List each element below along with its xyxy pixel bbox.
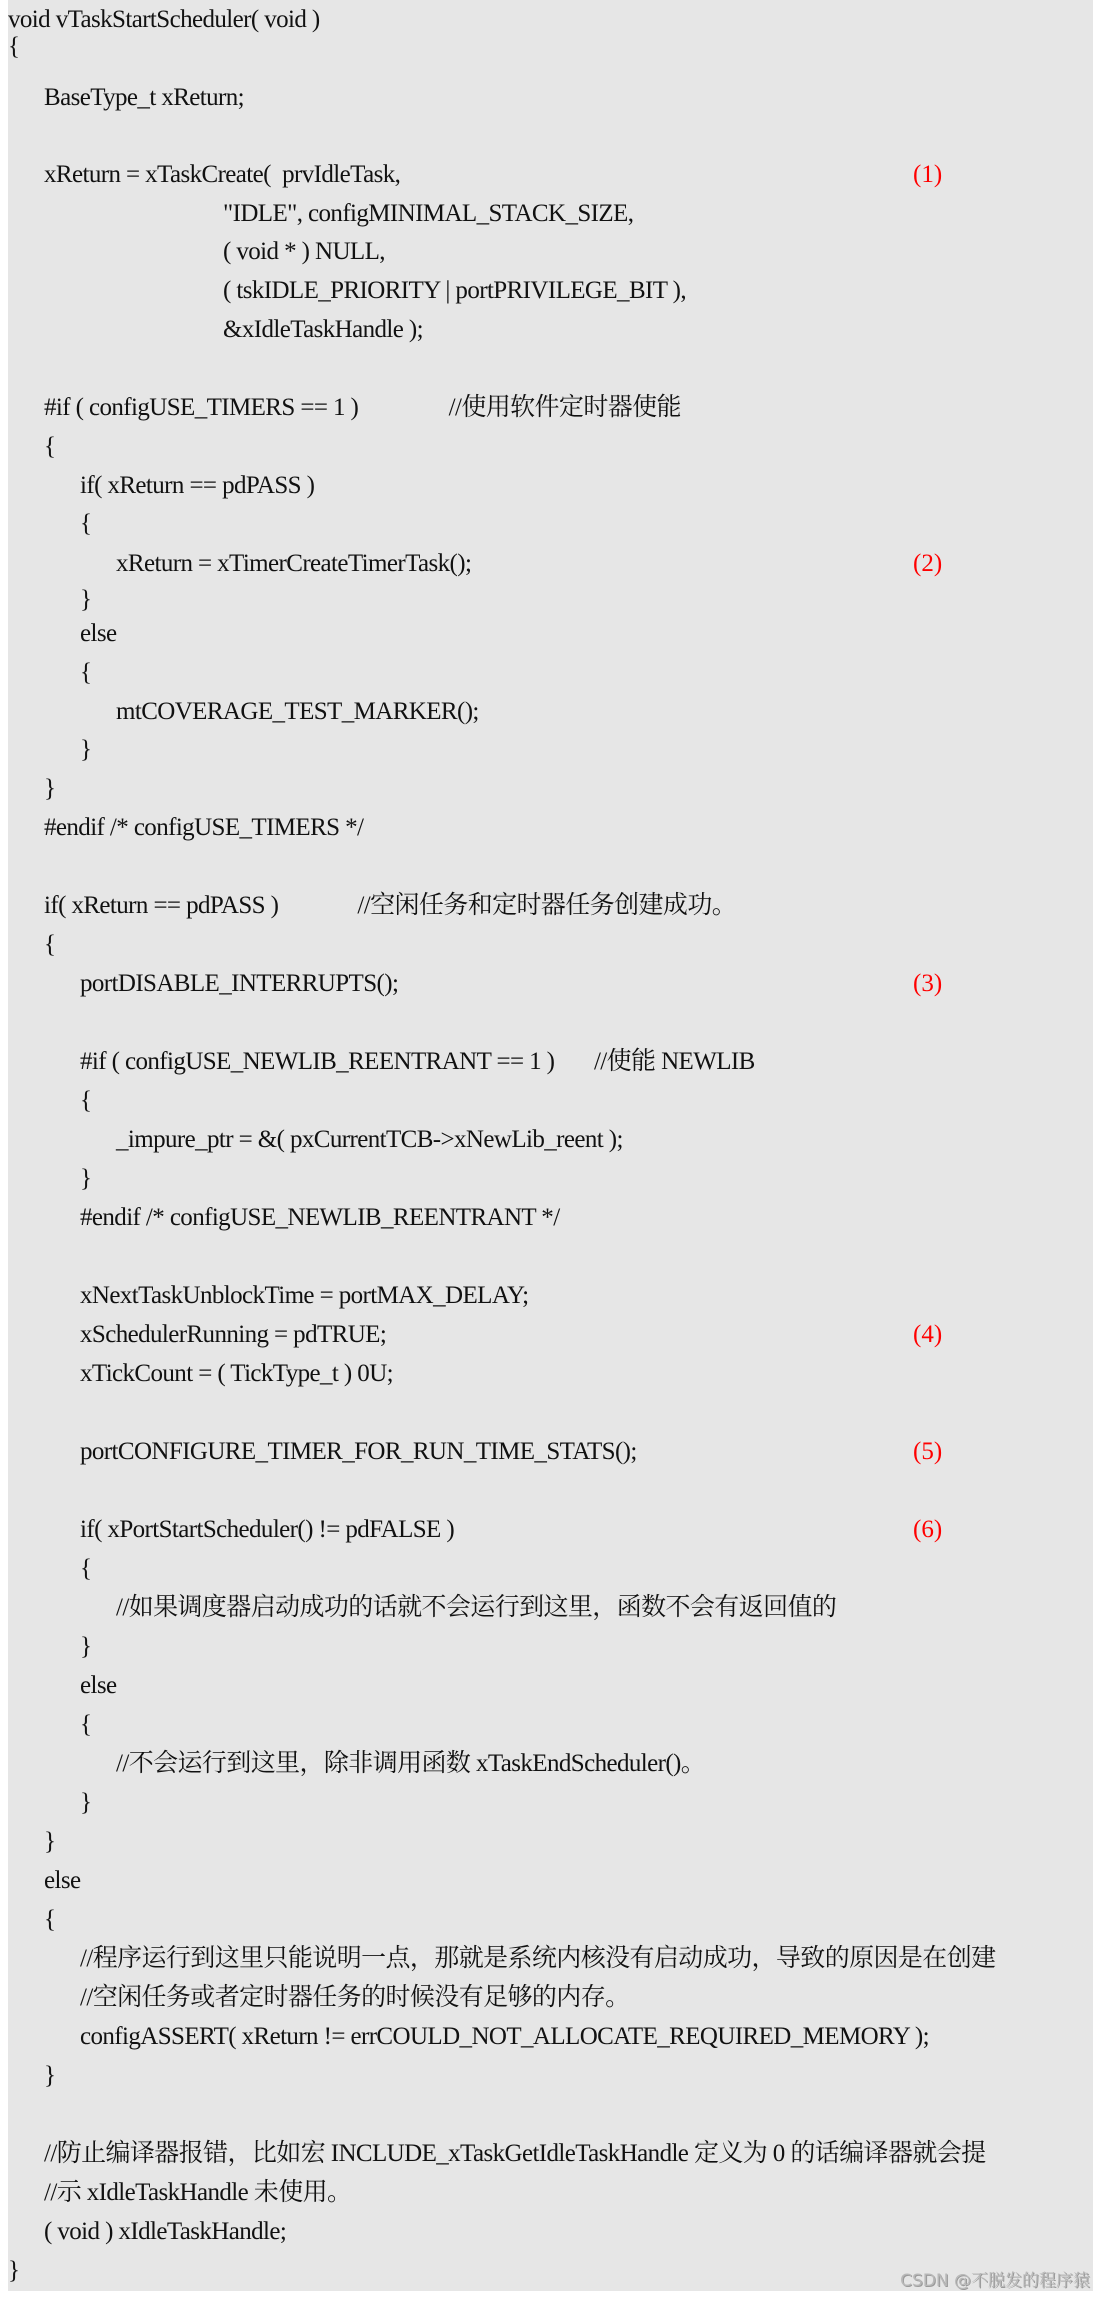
annotation-marker: (6) bbox=[913, 1516, 943, 1543]
code-line: mtCOVERAGE_TEST_MARKER(); bbox=[116, 698, 479, 725]
code-line: xTickCount = ( TickType_t ) 0U; bbox=[80, 1360, 394, 1387]
annotation-marker: (5) bbox=[913, 1438, 943, 1465]
annotation-marker: (3) bbox=[913, 970, 943, 997]
code-line: //不会运行到这里，除非调用函数 xTaskEndScheduler()。 bbox=[116, 1750, 706, 1777]
code-line: if( xPortStartScheduler() != pdFALSE ) bbox=[80, 1516, 455, 1543]
code-block bbox=[8, 0, 1093, 2291]
code-line: xSchedulerRunning = pdTRUE; bbox=[80, 1321, 387, 1348]
annotation-marker: (1) bbox=[913, 161, 943, 188]
code-line: { bbox=[44, 433, 56, 460]
code-line: portCONFIGURE_TIMER_FOR_RUN_TIME_STATS(); bbox=[80, 1438, 637, 1465]
code-line: if( xReturn == pdPASS ) bbox=[80, 472, 315, 499]
code-line: } bbox=[80, 1789, 92, 1816]
code-line: { bbox=[80, 659, 92, 686]
code-line: xReturn = xTaskCreate( prvIdleTask, bbox=[44, 161, 401, 188]
code-line: } bbox=[44, 2062, 56, 2089]
watermark: CSDN @不脱发的程序猿 bbox=[900, 2271, 1090, 2291]
code-line: else bbox=[80, 620, 117, 647]
code-line: //空闲任务或者定时器任务的时候没有足够的内存。 bbox=[80, 1984, 630, 2011]
code-line: //程序运行到这里只能说明一点，那就是系统内核没有启动成功，导致的原因是在创建 bbox=[80, 1945, 996, 1972]
code-line: ( void * ) NULL, bbox=[223, 238, 385, 265]
code-line: ( void ) xIdleTaskHandle; bbox=[44, 2218, 287, 2245]
code-line: //示 xIdleTaskHandle 未使用。 bbox=[44, 2179, 352, 2206]
code-line: } bbox=[44, 775, 56, 802]
code-line: } bbox=[80, 736, 92, 763]
code-line: { bbox=[80, 1555, 92, 1582]
code-line: xNextTaskUnblockTime = portMAX_DELAY; bbox=[80, 1282, 529, 1309]
code-line: void vTaskStartScheduler( void ) bbox=[8, 6, 320, 33]
code-line: } bbox=[80, 1165, 92, 1192]
code-line: portDISABLE_INTERRUPTS(); bbox=[80, 970, 399, 997]
code-line: //防止编译器报错，比如宏 INCLUDE_xTaskGetIdleTaskHandle 定义为 0 的话编译器就会提 bbox=[44, 2140, 986, 2167]
code-line: } bbox=[8, 2257, 20, 2284]
annotation-marker: (2) bbox=[913, 550, 943, 577]
code-line: "IDLE", configMINIMAL_STACK_SIZE, bbox=[223, 200, 634, 227]
code-line: { bbox=[80, 510, 92, 537]
code-line: else bbox=[44, 1867, 81, 1894]
code-line: if( xReturn == pdPASS ) //空闲任务和定时器任务创建成功。 bbox=[44, 892, 737, 919]
code-line: #if ( configUSE_NEWLIB_REENTRANT == 1 ) //使能 NEWLIB bbox=[80, 1048, 755, 1075]
code-line: { bbox=[80, 1711, 92, 1738]
annotation-marker: (4) bbox=[913, 1321, 943, 1348]
code-line: ( tskIDLE_PRIORITY | portPRIVILEGE_BIT ), bbox=[223, 277, 686, 304]
code-line: BaseType_t xReturn; bbox=[44, 84, 245, 111]
code-line: else bbox=[80, 1672, 117, 1699]
code-line: { bbox=[44, 931, 56, 958]
code-line: } bbox=[44, 1828, 56, 1855]
code-line: configASSERT( xReturn != errCOULD_NOT_ALLOCATE_REQUIRED_MEMORY ); bbox=[80, 2023, 929, 2050]
code-line: { bbox=[80, 1087, 92, 1114]
code-line: { bbox=[8, 33, 20, 60]
code-line: #endif /* configUSE_NEWLIB_REENTRANT */ bbox=[80, 1204, 560, 1231]
code-line: } bbox=[80, 586, 92, 613]
code-line: //如果调度器启动成功的话就不会运行到这里，函数不会有返回值的 bbox=[116, 1594, 837, 1621]
code-line: xReturn = xTimerCreateTimerTask(); bbox=[116, 550, 472, 577]
code-line: } bbox=[80, 1633, 92, 1660]
code-line: { bbox=[44, 1906, 56, 1933]
code-line: &xIdleTaskHandle ); bbox=[223, 316, 423, 343]
code-line: _impure_ptr = &( pxCurrentTCB->xNewLib_reent ); bbox=[116, 1126, 623, 1153]
code-line: #if ( configUSE_TIMERS == 1 ) //使用软件定时器使能 bbox=[44, 394, 681, 421]
code-line: #endif /* configUSE_TIMERS */ bbox=[44, 814, 364, 841]
